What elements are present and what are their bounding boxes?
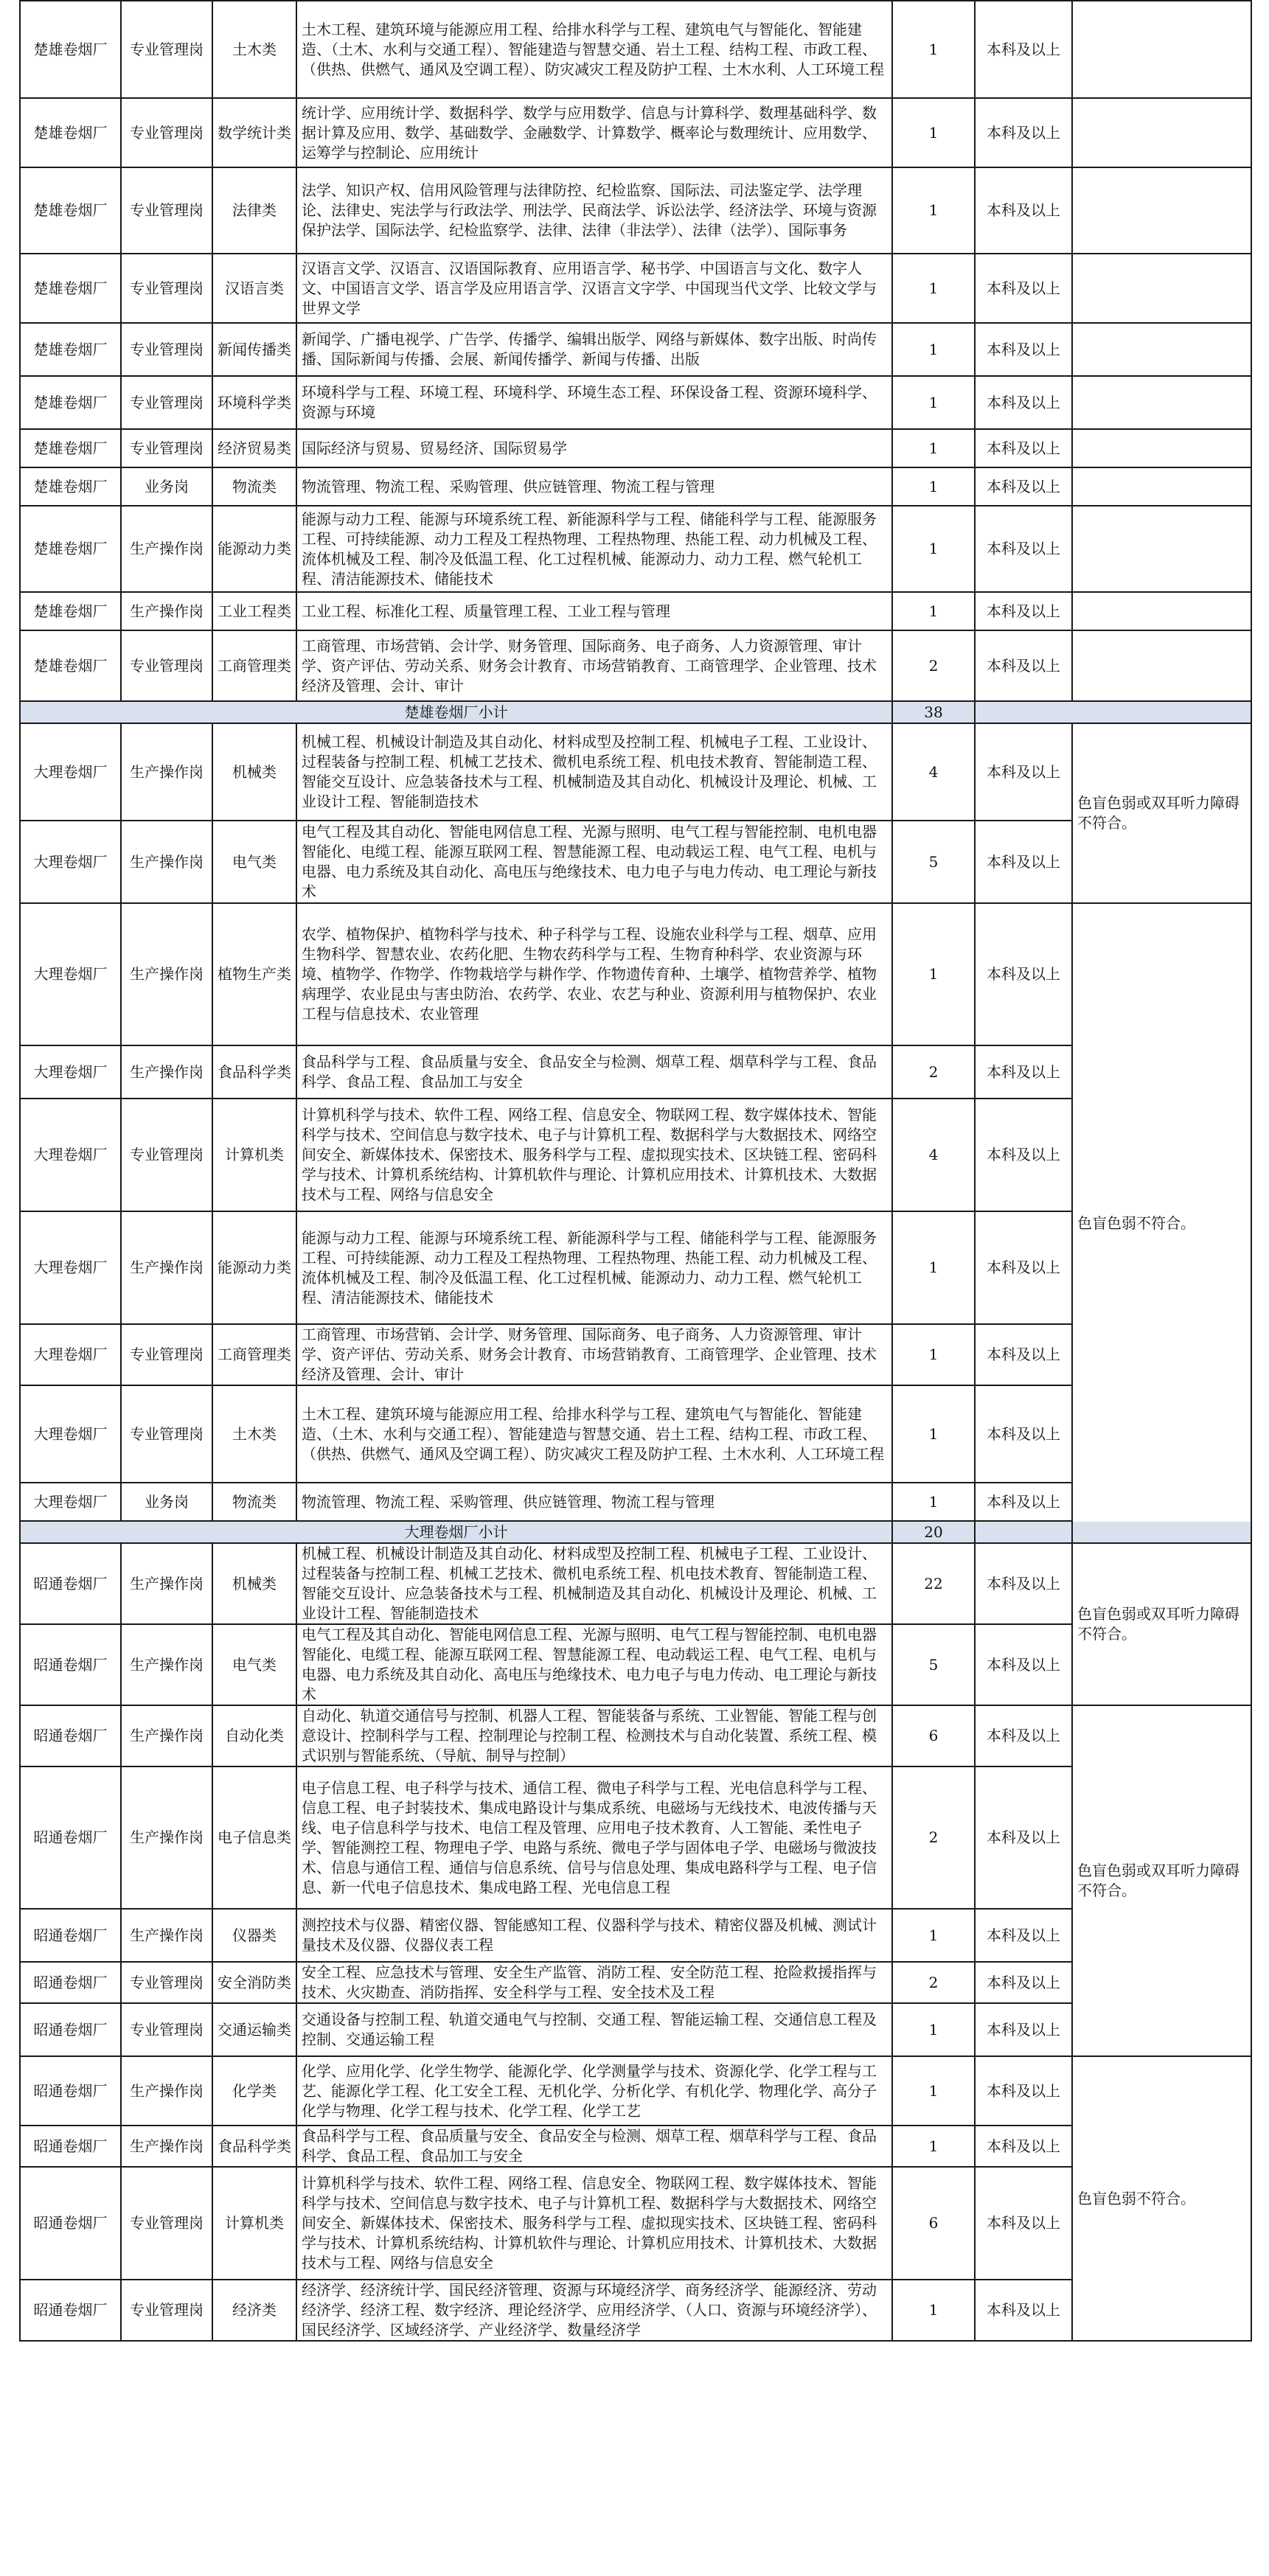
count-cell: 1	[892, 467, 975, 506]
category-cell: 生产操作岗	[121, 903, 212, 1045]
count-cell: 1	[892, 903, 975, 1045]
majors-cell: 能源与动力工程、能源与环境系统工程、新能源科学与工程、储能科学与工程、能源服务工程、可持续能源、动力工程及工程热物理、工程热物理、热能工程、动力机械及工程、流体机械及工程、制冷及低温工程、化工过程机械、能源动力、动力工程、燃气轮机工程、清洁能源技术、储能技术	[296, 1211, 892, 1324]
majors-cell: 计算机科学与技术、软件工程、网络工程、信息安全、物联网工程、数字媒体技术、智能科学与技术、空间信息与数字技术、电子与计算机工程、数据科学与大数据技术、网络空间安全、新媒体技术、保密技术、服务科学与工程、虚拟现实技术、区块链工程、密码科学与技术、计算机系统结构、计算机软件与理论、计算机应用技术、计算机技术、大数据技术与工程、网络与信息安全	[296, 1099, 892, 1211]
category-cell: 专业管理岗	[121, 1385, 212, 1483]
field-cell: 物流类	[212, 1483, 296, 1521]
count-cell: 1	[892, 1211, 975, 1324]
remark-cell-empty	[1072, 167, 1251, 254]
count-cell: 1	[892, 1909, 975, 1962]
category-cell: 专业管理岗	[121, 98, 212, 167]
subtotal-count: 20	[892, 1521, 975, 1543]
category-cell: 生产操作岗	[121, 1543, 212, 1624]
unit-cell: 昭通卷烟厂	[20, 1909, 121, 1962]
majors-cell: 经济学、经济统计学、国民经济管理、资源与环境经济学、商务经济学、能源经济、劳动经济学、经济工程、数字经济、理论经济学、应用经济学、（人口、资源与环境经济学）、国民经济学、区域经济学、产业经济学、数量经济学	[296, 2280, 892, 2341]
education-cell: 本科及以上	[975, 1211, 1072, 1324]
unit-cell: 楚雄卷烟厂	[20, 467, 121, 506]
category-cell: 专业管理岗	[121, 429, 212, 467]
table-row	[20, 376, 1251, 429]
education-cell: 本科及以上	[975, 323, 1072, 376]
education-cell: 本科及以上	[975, 98, 1072, 167]
field-cell: 汉语言类	[212, 254, 296, 323]
count-cell: 1	[892, 376, 975, 429]
table-row	[20, 1211, 1251, 1324]
unit-cell: 楚雄卷烟厂	[20, 323, 121, 376]
category-cell: 生产操作岗	[121, 1045, 212, 1099]
field-cell: 新闻传播类	[212, 323, 296, 376]
education-cell: 本科及以上	[975, 821, 1072, 903]
category-cell: 生产操作岗	[121, 1766, 212, 1909]
count-cell: 6	[892, 1705, 975, 1766]
table-row	[20, 429, 1251, 467]
count-cell: 1	[892, 254, 975, 323]
education-cell: 本科及以上	[975, 1705, 1072, 1766]
category-cell: 生产操作岗	[121, 2126, 212, 2167]
majors-cell: 安全工程、应急技术与管理、安全生产监管、消防工程、安全防范工程、抢险救援指挥与技术、火灾勘查、消防指挥、安全科学与工程、安全技术及工程	[296, 1962, 892, 2003]
table-row	[20, 1962, 1251, 2003]
count-cell: 4	[892, 1099, 975, 1211]
count-cell: 6	[892, 2167, 975, 2280]
category-cell: 专业管理岗	[121, 254, 212, 323]
table-row	[20, 1766, 1251, 1909]
remark-cell: 色盲色弱或双耳听力障碍不符合。	[1072, 1705, 1251, 2056]
education-cell: 本科及以上	[975, 903, 1072, 1045]
table-row	[20, 1909, 1251, 1962]
table-row	[20, 1324, 1251, 1385]
table-row	[20, 2167, 1251, 2280]
table-row	[20, 2056, 1251, 2126]
category-cell: 专业管理岗	[121, 1324, 212, 1385]
education-cell: 本科及以上	[975, 1099, 1072, 1211]
category-cell: 生产操作岗	[121, 1624, 212, 1705]
majors-cell: 工业工程、标准化工程、质量管理工程、工业工程与管理	[296, 592, 892, 630]
majors-cell: 电气工程及其自动化、智能电网信息工程、光源与照明、电气工程与智能控制、电机电器智能化、电缆工程、能源互联网工程、智慧能源工程、电动载运工程、电气工程、电机与电器、电力系统及其自动化、高电压与绝缘技术、电力电子与电力传动、电工理论与新技术	[296, 821, 892, 903]
table-row	[20, 323, 1251, 376]
majors-cell: 能源与动力工程、能源与环境系统工程、新能源科学与工程、储能科学与工程、能源服务工程、可持续能源、动力工程及工程热物理、工程热物理、热能工程、动力机械及工程、流体机械及工程、制冷及低温工程、化工过程机械、能源动力、动力工程、燃气轮机工程、清洁能源技术、储能技术	[296, 506, 892, 592]
count-cell: 1	[892, 1385, 975, 1483]
category-cell: 生产操作岗	[121, 1705, 212, 1766]
table-row	[20, 506, 1251, 592]
category-cell: 专业管理岗	[121, 376, 212, 429]
majors-cell: 农学、植物保护、植物科学与技术、种子科学与工程、设施农业科学与工程、烟草、应用生物科学、智慧农业、农药化肥、生物农药科学与工程、生物育种科学、农业资源与环境、植物学、作物学、作物栽培学与耕作学、作物遗传育种、土壤学、植物营养学、植物病理学、农业昆虫与害虫防治、农药学、农业、农艺与种业、资源利用与植物保护、农业工程与信息技术、农业管理	[296, 903, 892, 1045]
unit-cell: 大理卷烟厂	[20, 1045, 121, 1099]
count-cell: 22	[892, 1543, 975, 1624]
remark-cell-empty	[1072, 323, 1251, 376]
table-row	[20, 1624, 1251, 1705]
count-cell: 2	[892, 1045, 975, 1099]
majors-cell: 测控技术与仪器、精密仪器、智能感知工程、仪器科学与技术、精密仪器及机械、测试计量技术及仪器、仪器仪表工程	[296, 1909, 892, 1962]
unit-cell: 楚雄卷烟厂	[20, 98, 121, 167]
count-cell: 1	[892, 429, 975, 467]
field-cell: 电气类	[212, 821, 296, 903]
subtotal-empty-cell	[975, 701, 1251, 723]
majors-cell: 化学、应用化学、化学生物学、能源化学、化学测量学与技术、资源化学、化学工程与工艺、能源化学工程、化工安全工程、无机化学、分析化学、有机化学、物理化学、高分子化学与物理、化学工程与技术、化学工程、化学工艺	[296, 2056, 892, 2126]
field-cell: 能源动力类	[212, 1211, 296, 1324]
education-cell: 本科及以上	[975, 376, 1072, 429]
unit-cell: 大理卷烟厂	[20, 1324, 121, 1385]
field-cell: 交通运输类	[212, 2003, 296, 2056]
table-row	[20, 2003, 1251, 2056]
unit-cell: 楚雄卷烟厂	[20, 376, 121, 429]
field-cell: 计算机类	[212, 2167, 296, 2280]
category-cell: 专业管理岗	[121, 1, 212, 98]
category-cell: 专业管理岗	[121, 323, 212, 376]
table-row	[20, 98, 1251, 167]
unit-cell: 楚雄卷烟厂	[20, 429, 121, 467]
majors-cell: 电子信息工程、电子科学与技术、通信工程、微电子科学与工程、光电信息科学与工程、信息工程、电子封装技术、集成电路设计与集成系统、电磁场与无线技术、电波传播与天线、电子信息科学与技术、电信工程及管理、应用电子技术教育、人工智能、柔性电子学、智能测控工程、物理电子学、电路与系统、微电子学与固体电子学、电磁场与微波技术、信息与通信工程、通信与信息系统、信号与信息处理、集成电路科学与工程、电子信息、新一代电子信息技术、集成电路工程、光电信息工程	[296, 1766, 892, 1909]
education-cell: 本科及以上	[975, 2003, 1072, 2056]
remark-cell-empty	[1072, 1, 1251, 98]
count-cell: 1	[892, 167, 975, 254]
majors-cell: 机械工程、机械设计制造及其自动化、材料成型及控制工程、机械电子工程、工业设计、过程装备与控制工程、机械工艺技术、微机电系统工程、机电技术教育、智能制造工程、智能交互设计、应急装备技术与工程、机械制造及其自动化、机械设计及理论、机械、工业设计工程、智能制造技术	[296, 723, 892, 821]
remark-cell: 色盲色弱或双耳听力障碍不符合。	[1072, 1543, 1251, 1705]
table-row	[20, 167, 1251, 254]
count-cell: 1	[892, 2003, 975, 2056]
table-row	[20, 1, 1251, 98]
education-cell: 本科及以上	[975, 2280, 1072, 2341]
unit-cell: 大理卷烟厂	[20, 1385, 121, 1483]
category-cell: 生产操作岗	[121, 723, 212, 821]
remark-cell-empty	[1072, 98, 1251, 167]
subtotal-count: 38	[892, 701, 975, 723]
remark-cell: 色盲色弱或双耳听力障碍不符合。	[1072, 723, 1251, 903]
education-cell: 本科及以上	[975, 1543, 1072, 1624]
unit-cell: 大理卷烟厂	[20, 1099, 121, 1211]
field-cell: 仪器类	[212, 1909, 296, 1962]
majors-cell: 新闻学、广播电视学、广告学、传播学、编辑出版学、网络与新媒体、数字出版、时尚传播、国际新闻与传播、会展、新闻传播学、新闻与传播、出版	[296, 323, 892, 376]
majors-cell: 自动化、轨道交通信号与控制、机器人工程、智能装备与系统、工业智能、智能工程与创意设计、控制科学与工程、控制理论与控制工程、检测技术与自动化装置、系统工程、模式识别与智能系统、（导航、制导与控制）	[296, 1705, 892, 1766]
count-cell: 1	[892, 592, 975, 630]
count-cell: 1	[892, 323, 975, 376]
education-cell: 本科及以上	[975, 429, 1072, 467]
field-cell: 工商管理类	[212, 1324, 296, 1385]
remark-cell-empty	[1072, 429, 1251, 467]
field-cell: 电子信息类	[212, 1766, 296, 1909]
unit-cell: 大理卷烟厂	[20, 1211, 121, 1324]
majors-cell: 计算机科学与技术、软件工程、网络工程、信息安全、物联网工程、数字媒体技术、智能科学与技术、空间信息与数字技术、电子与计算机工程、数据科学与大数据技术、网络空间安全、新媒体技术、保密技术、服务科学与工程、虚拟现实技术、区块链工程、密码科学与技术、计算机系统结构、计算机软件与理论、计算机应用技术、计算机技术、大数据技术与工程、网络与信息安全	[296, 2167, 892, 2280]
category-cell: 专业管理岗	[121, 2003, 212, 2056]
unit-cell: 楚雄卷烟厂	[20, 592, 121, 630]
subtotal-empty-cell	[975, 1521, 1251, 1543]
count-cell: 4	[892, 723, 975, 821]
education-cell: 本科及以上	[975, 1766, 1072, 1909]
recruitment-table	[19, 0, 1252, 2342]
table-row	[20, 903, 1251, 1045]
field-cell: 经济类	[212, 2280, 296, 2341]
field-cell: 土木类	[212, 1, 296, 98]
majors-cell: 物流管理、物流工程、采购管理、供应链管理、物流工程与管理	[296, 1483, 892, 1521]
majors-cell: 统计学、应用统计学、数据科学、数学与应用数学、信息与计算科学、数理基础科学、数据计算及应用、数学、基础数学、金融数学、计算数学、概率论与数理统计、应用数学、运筹学与控制论、应用统计	[296, 98, 892, 167]
unit-cell: 昭通卷烟厂	[20, 1543, 121, 1624]
table-row	[20, 1099, 1251, 1211]
majors-cell: 工商管理、市场营销、会计学、财务管理、国际商务、电子商务、人力资源管理、审计学、资产评估、劳动关系、财务会计教育、市场营销教育、工商管理学、企业管理、技术经济及管理、会计、审计	[296, 630, 892, 701]
education-cell: 本科及以上	[975, 254, 1072, 323]
majors-cell: 法学、知识产权、信用风险管理与法律防控、纪检监察、国际法、司法鉴定学、法学理论、法律史、宪法学与行政法学、刑法学、民商法学、诉讼法学、经济法学、环境与资源保护法学、国际法学、纪检监察学、法律、法律（非法学）、法律（法学）、国际事务	[296, 167, 892, 254]
category-cell: 专业管理岗	[121, 167, 212, 254]
table-row	[20, 2280, 1251, 2341]
education-cell: 本科及以上	[975, 592, 1072, 630]
unit-cell: 昭通卷烟厂	[20, 1705, 121, 1766]
education-cell: 本科及以上	[975, 1385, 1072, 1483]
remark-cell-empty	[1072, 630, 1251, 701]
table-row	[20, 467, 1251, 506]
field-cell: 数学统计类	[212, 98, 296, 167]
count-cell: 5	[892, 1624, 975, 1705]
table-row	[20, 2126, 1251, 2167]
unit-cell: 昭通卷烟厂	[20, 1766, 121, 1909]
majors-cell: 土木工程、建筑环境与能源应用工程、给排水科学与工程、建筑电气与智能化、智能建造、（土木、水利与交通工程）、智能建造与智慧交通、岩土工程、结构工程、市政工程、（供热、供燃气、通风及空调工程）、防灾减灾工程及防护工程、土木水利、人工环境工程	[296, 1, 892, 98]
majors-cell: 土木工程、建筑环境与能源应用工程、给排水科学与工程、建筑电气与智能化、智能建造、（土木、水利与交通工程）、智能建造与智慧交通、岩土工程、结构工程、市政工程、（供热、供燃气、通风及空调工程）、防灾减灾工程及防护工程、土木水利、人工环境工程	[296, 1385, 892, 1483]
remark-cell-empty	[1072, 467, 1251, 506]
field-cell: 工业工程类	[212, 592, 296, 630]
unit-cell: 昭通卷烟厂	[20, 2126, 121, 2167]
education-cell: 本科及以上	[975, 1045, 1072, 1099]
category-cell: 专业管理岗	[121, 1099, 212, 1211]
field-cell: 法律类	[212, 167, 296, 254]
unit-cell: 楚雄卷烟厂	[20, 167, 121, 254]
table-row	[20, 1705, 1251, 1766]
education-cell: 本科及以上	[975, 1483, 1072, 1521]
table-row	[20, 1543, 1251, 1624]
field-cell: 食品科学类	[212, 1045, 296, 1099]
table-row	[20, 630, 1251, 701]
field-cell: 土木类	[212, 1385, 296, 1483]
table-row	[20, 592, 1251, 630]
unit-cell: 昭通卷烟厂	[20, 2003, 121, 2056]
field-cell: 植物生产类	[212, 903, 296, 1045]
table-row	[20, 1385, 1251, 1483]
education-cell: 本科及以上	[975, 1624, 1072, 1705]
education-cell: 本科及以上	[975, 2126, 1072, 2167]
field-cell: 工商管理类	[212, 630, 296, 701]
category-cell: 专业管理岗	[121, 1962, 212, 2003]
category-cell: 生产操作岗	[121, 1211, 212, 1324]
unit-cell: 大理卷烟厂	[20, 903, 121, 1045]
count-cell: 2	[892, 630, 975, 701]
count-cell: 1	[892, 2280, 975, 2341]
majors-cell: 交通设备与控制工程、轨道交通电气与控制、交通工程、智能运输工程、交通信息工程及控制、交通运输工程	[296, 2003, 892, 2056]
unit-cell: 大理卷烟厂	[20, 723, 121, 821]
field-cell: 计算机类	[212, 1099, 296, 1211]
majors-cell: 电气工程及其自动化、智能电网信息工程、光源与照明、电气工程与智能控制、电机电器智能化、电缆工程、能源互联网工程、智慧能源工程、电动载运工程、电气工程、电机与电器、电力系统及其自动化、高电压与绝缘技术、电力电子与电力传动、电工理论与新技术	[296, 1624, 892, 1705]
category-cell: 业务岗	[121, 467, 212, 506]
category-cell: 业务岗	[121, 1483, 212, 1521]
remark-cell-empty	[1072, 254, 1251, 323]
field-cell: 环境科学类	[212, 376, 296, 429]
majors-cell: 机械工程、机械设计制造及其自动化、材料成型及控制工程、机械电子工程、工业设计、过程装备与控制工程、机械工艺技术、微机电系统工程、机电技术教育、智能制造工程、智能交互设计、应急装备技术与工程、机械制造及其自动化、机械设计及理论、机械、工业设计工程、智能制造技术	[296, 1543, 892, 1624]
category-cell: 生产操作岗	[121, 1909, 212, 1962]
education-cell: 本科及以上	[975, 1, 1072, 98]
majors-cell: 物流管理、物流工程、采购管理、供应链管理、物流工程与管理	[296, 467, 892, 506]
category-cell: 生产操作岗	[121, 506, 212, 592]
field-cell: 化学类	[212, 2056, 296, 2126]
subtotal-label: 楚雄卷烟厂小计	[20, 701, 892, 723]
count-cell: 1	[892, 1, 975, 98]
remark-cell-empty	[1072, 506, 1251, 592]
education-cell: 本科及以上	[975, 167, 1072, 254]
education-cell: 本科及以上	[975, 723, 1072, 821]
remark-cell-empty	[1072, 592, 1251, 630]
field-cell: 物流类	[212, 467, 296, 506]
subtotal-label: 大理卷烟厂小计	[20, 1521, 892, 1543]
field-cell: 机械类	[212, 1543, 296, 1624]
count-cell: 1	[892, 1324, 975, 1385]
category-cell: 专业管理岗	[121, 630, 212, 701]
unit-cell: 昭通卷烟厂	[20, 1962, 121, 2003]
unit-cell: 大理卷烟厂	[20, 821, 121, 903]
education-cell: 本科及以上	[975, 1909, 1072, 1962]
unit-cell: 楚雄卷烟厂	[20, 254, 121, 323]
majors-cell: 工商管理、市场营销、会计学、财务管理、国际商务、电子商务、人力资源管理、审计学、资产评估、劳动关系、财务会计教育、市场营销教育、工商管理学、企业管理、技术经济及管理、会计、审计	[296, 1324, 892, 1385]
unit-cell: 昭通卷烟厂	[20, 2056, 121, 2126]
education-cell: 本科及以上	[975, 1324, 1072, 1385]
remark-cell-empty	[1072, 376, 1251, 429]
table-row	[20, 821, 1251, 903]
count-cell: 1	[892, 1483, 975, 1521]
unit-cell: 楚雄卷烟厂	[20, 506, 121, 592]
count-cell: 2	[892, 1962, 975, 2003]
count-cell: 1	[892, 98, 975, 167]
education-cell: 本科及以上	[975, 630, 1072, 701]
category-cell: 专业管理岗	[121, 2280, 212, 2341]
table-row	[20, 1045, 1251, 1099]
unit-cell: 楚雄卷烟厂	[20, 630, 121, 701]
majors-cell: 环境科学与工程、环境工程、环境科学、环境生态工程、环保设备工程、资源环境科学、资源与环境	[296, 376, 892, 429]
unit-cell: 昭通卷烟厂	[20, 2280, 121, 2341]
subtotal-row	[20, 701, 1251, 723]
field-cell: 安全消防类	[212, 1962, 296, 2003]
table-body	[20, 1, 1251, 2341]
table-row	[20, 254, 1251, 323]
field-cell: 经济贸易类	[212, 429, 296, 467]
field-cell: 机械类	[212, 723, 296, 821]
education-cell: 本科及以上	[975, 506, 1072, 592]
education-cell: 本科及以上	[975, 1962, 1072, 2003]
count-cell: 1	[892, 2056, 975, 2126]
remark-cell: 色盲色弱不符合。	[1072, 903, 1251, 1543]
count-cell: 1	[892, 2126, 975, 2167]
count-cell: 1	[892, 506, 975, 592]
category-cell: 生产操作岗	[121, 821, 212, 903]
unit-cell: 昭通卷烟厂	[20, 2167, 121, 2280]
field-cell: 食品科学类	[212, 2126, 296, 2167]
education-cell: 本科及以上	[975, 2056, 1072, 2126]
count-cell: 2	[892, 1766, 975, 1909]
table-row	[20, 1483, 1251, 1521]
field-cell: 能源动力类	[212, 506, 296, 592]
majors-cell: 汉语言文学、汉语言、汉语国际教育、应用语言学、秘书学、中国语言与文化、数字人文、中国语言文学、语言学及应用语言学、汉语言文字学、中国现当代文学、比较文学与世界文学	[296, 254, 892, 323]
count-cell: 5	[892, 821, 975, 903]
majors-cell: 食品科学与工程、食品质量与安全、食品安全与检测、烟草工程、烟草科学与工程、食品科学、食品工程、食品加工与安全	[296, 2126, 892, 2167]
category-cell: 专业管理岗	[121, 2167, 212, 2280]
remark-cell: 色盲色弱不符合。	[1072, 2056, 1251, 2341]
majors-cell: 食品科学与工程、食品质量与安全、食品安全与检测、烟草工程、烟草科学与工程、食品科学、食品工程、食品加工与安全	[296, 1045, 892, 1099]
unit-cell: 楚雄卷烟厂	[20, 1, 121, 98]
unit-cell: 大理卷烟厂	[20, 1483, 121, 1521]
category-cell: 生产操作岗	[121, 2056, 212, 2126]
field-cell: 电气类	[212, 1624, 296, 1705]
majors-cell: 国际经济与贸易、贸易经济、国际贸易学	[296, 429, 892, 467]
table-row	[20, 723, 1251, 821]
education-cell: 本科及以上	[975, 467, 1072, 506]
subtotal-row	[20, 1521, 1251, 1543]
unit-cell: 昭通卷烟厂	[20, 1624, 121, 1705]
category-cell: 生产操作岗	[121, 592, 212, 630]
field-cell: 自动化类	[212, 1705, 296, 1766]
education-cell: 本科及以上	[975, 2167, 1072, 2280]
